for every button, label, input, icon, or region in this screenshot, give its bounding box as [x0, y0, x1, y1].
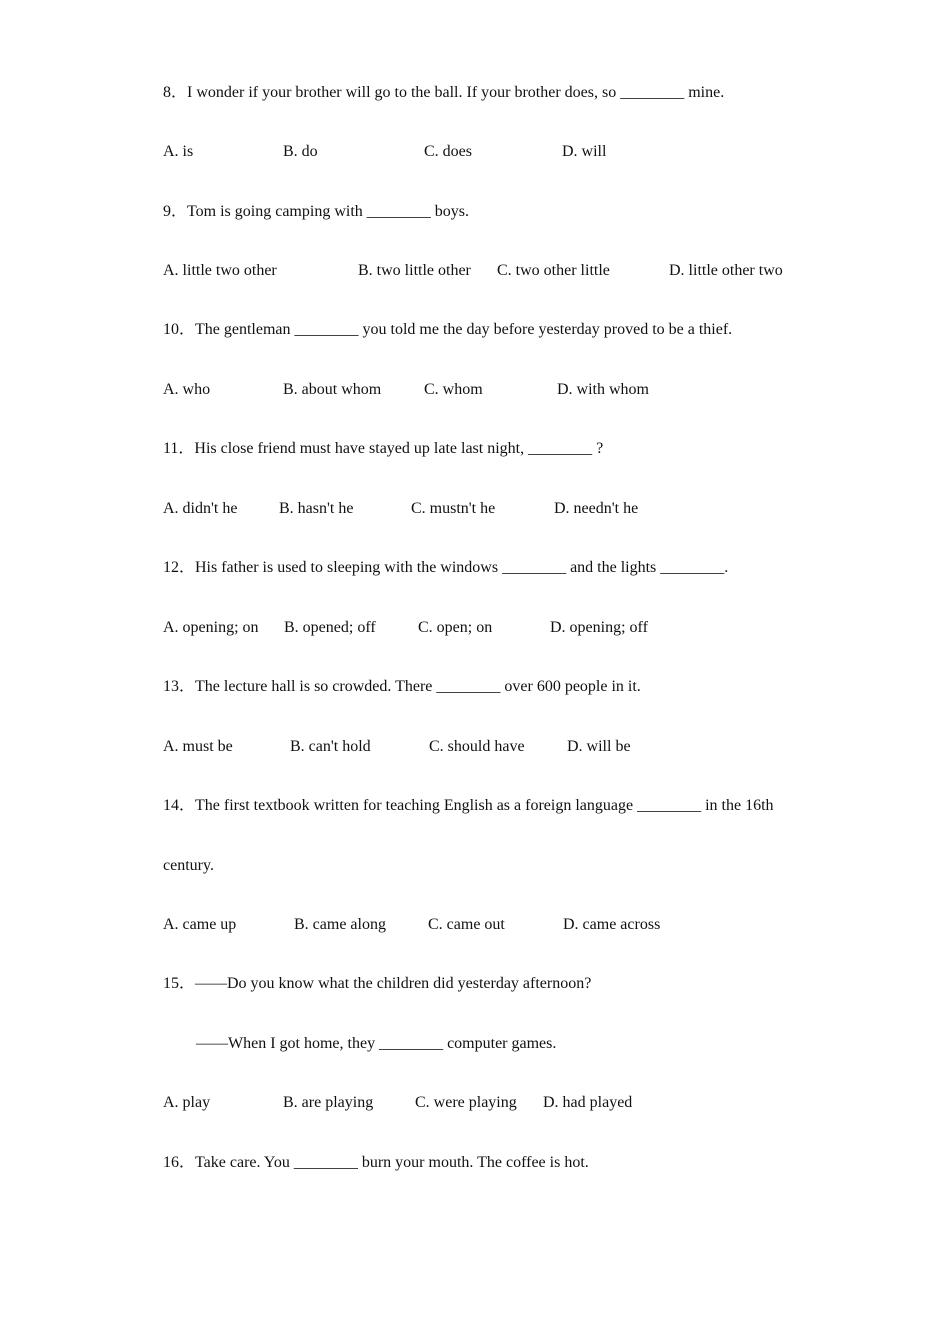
option-d: D. with whom — [557, 381, 649, 398]
option-c: C. open; on — [418, 619, 493, 636]
option-b: B. about whom — [283, 381, 382, 398]
option-a: A. is — [163, 143, 194, 160]
option-c: C. were playing — [415, 1094, 517, 1111]
option-c: C. whom — [424, 381, 483, 398]
option-d: D. will — [562, 143, 607, 160]
option-b: B. can't hold — [290, 738, 371, 755]
option-d: D. came across — [563, 916, 661, 933]
option-d: D. little other two — [669, 262, 783, 279]
question-15-stem: 15．——Do you know what the children did yesterday afternoon? — [163, 975, 592, 992]
option-b: B. are playing — [283, 1094, 374, 1111]
option-b: B. came along — [294, 916, 386, 933]
option-b: B. opened; off — [284, 619, 376, 636]
option-b: B. do — [283, 143, 318, 160]
question-10-stem: 10．The gentleman ________ you told me the day before yesterday proved to be a thief. — [163, 321, 733, 338]
question-8-stem: 8．I wonder if your brother will go to the ball. If your brother does, so ________ mine. — [163, 84, 725, 101]
question-15-reply: ——When I got home, they ________ computer games. — [196, 1035, 557, 1052]
option-a: A. must be — [163, 738, 233, 755]
option-b: B. hasn't he — [279, 500, 354, 517]
option-a: A. play — [163, 1094, 211, 1111]
option-d: D. had played — [543, 1094, 633, 1111]
option-c: C. should have — [429, 738, 525, 755]
option-c: C. does — [424, 143, 472, 160]
question-11-stem: 11．His close friend must have stayed up late last night, ________ ? — [163, 440, 604, 457]
option-a: A. didn't he — [163, 500, 238, 517]
option-a: A. opening; on — [163, 619, 259, 636]
question-14-stem: 14．The first textbook written for teaching English as a foreign language ________ in the 16th — [163, 797, 774, 814]
question-12-stem: 12．His father is used to sleeping with the windows ________ and the lights ________. — [163, 559, 729, 576]
option-d: D. needn't he — [554, 500, 639, 517]
option-a: A. who — [163, 381, 211, 398]
option-d: D. will be — [567, 738, 631, 755]
question-14-stem-continued: century. — [163, 857, 214, 874]
question-13-stem: 13．The lecture hall is so crowded. There ________ over 600 people in it. — [163, 678, 641, 695]
option-d: D. opening; off — [550, 619, 648, 636]
question-16-stem: 16．Take care. You ________ burn your mouth. The coffee is hot. — [163, 1154, 589, 1171]
option-a: A. little two other — [163, 262, 277, 279]
option-b: B. two little other — [358, 262, 471, 279]
option-a: A. came up — [163, 916, 237, 933]
option-c: C. two other little — [497, 262, 610, 279]
option-c: C. came out — [428, 916, 505, 933]
option-c: C. mustn't he — [411, 500, 496, 517]
question-9-stem: 9．Tom is going camping with ________ boys. — [163, 203, 469, 220]
